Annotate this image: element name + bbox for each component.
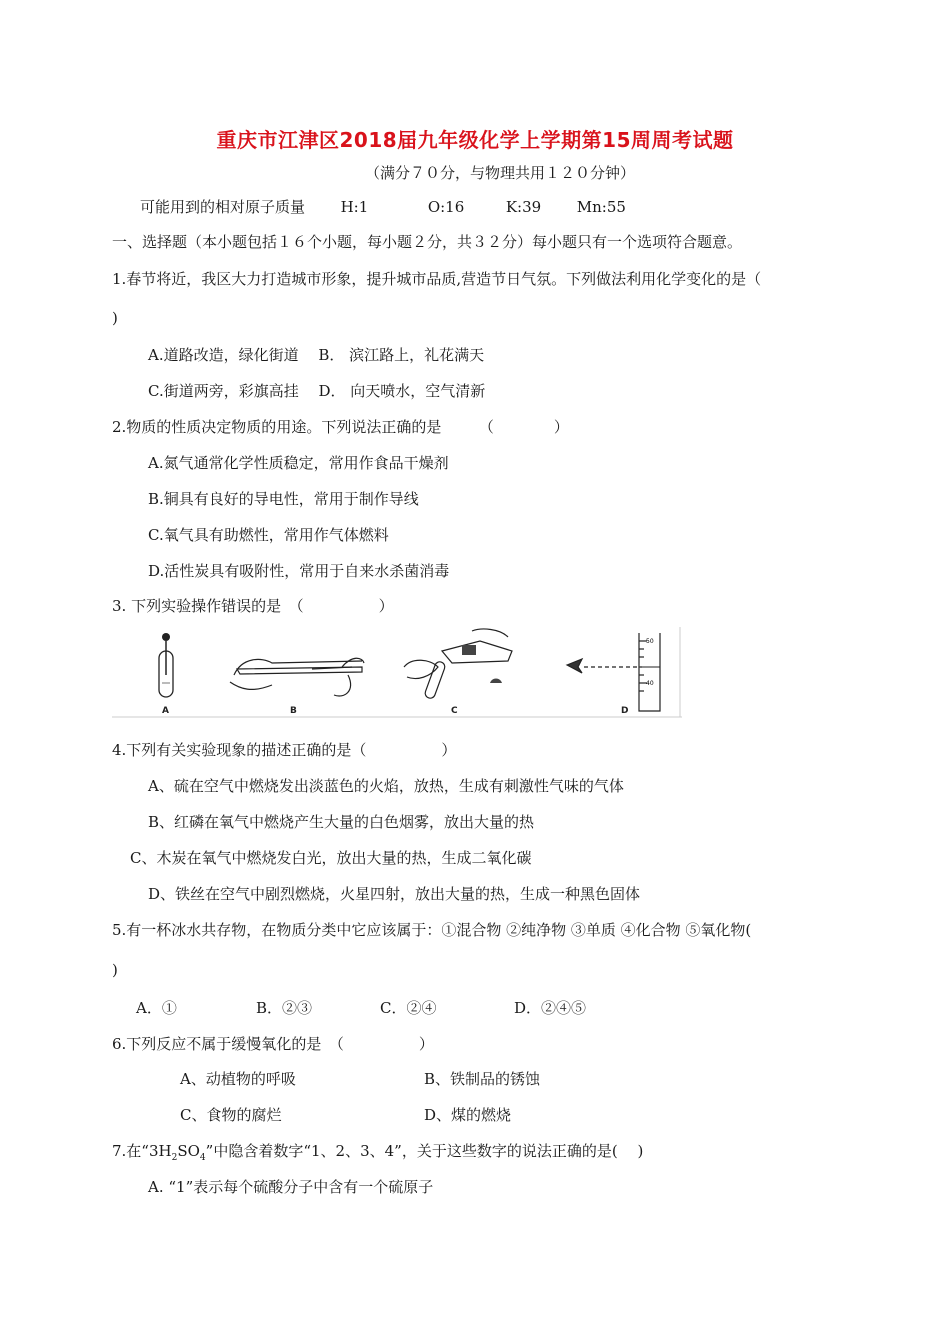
atomic-mass-o: O:16 xyxy=(427,198,465,216)
q4-stem: 4.下列有关实验现象的描述正确的是（ ） xyxy=(112,741,457,759)
section-heading: 一、选择题（本小题包括１６个小题，每小题２分，共３２分）每小题只有一个选项符合题意。 xyxy=(112,233,743,251)
q1-stem-cont: ) xyxy=(112,309,118,327)
q5-option-b: B．②③ xyxy=(256,999,313,1017)
page-subtitle: （满分７０分，与物理共用１２０分钟） xyxy=(364,164,635,182)
lab-operations-illustration xyxy=(112,627,682,719)
q3-figure xyxy=(112,627,682,719)
q7-stem-pre: 7.在“3H xyxy=(112,1142,172,1160)
q1-stem: 1.春节将近，我区大力打造城市形象，提升城市品质,营造节日气氛。下列做法利用化学变化的是（ xyxy=(112,270,762,288)
q4-option-a: A、硫在空气中燃烧发出淡蓝色的火焰，放热，生成有刺激性气味的气体 xyxy=(148,777,624,795)
illustration-b-hands-tube xyxy=(230,658,364,696)
atomic-mass-line xyxy=(140,197,626,217)
q5-option-d: D．②④⑤ xyxy=(514,999,587,1017)
q7-subscript-2: 2 xyxy=(171,1153,178,1163)
q7-stem-so: SO xyxy=(177,1142,200,1160)
q2-option-c: C.氧气具有助燃性，常用作气体燃料 xyxy=(148,526,389,544)
cylinder-scale-50: 50 xyxy=(646,638,654,645)
q3-stem: 3. 下列实验操作错误的是 （ ） xyxy=(112,597,394,615)
q4-option-c: C、木炭在氧气中燃烧发白光，放出大量的热，生成二氧化碳 xyxy=(130,849,532,867)
figure-label-b: B xyxy=(290,706,297,716)
atomic-mass-label: 可能用到的相对原子质量 xyxy=(140,198,306,216)
q6-option-a: A、动植物的呼吸 xyxy=(180,1070,296,1088)
q1-options-row1: A.道路改造，绿化街道 B． 滨江路上，礼花满天 xyxy=(148,346,485,364)
page-title: 重庆市江津区2018届九年级化学上学期第15周周考试题 xyxy=(216,128,734,152)
q6-stem: 6.下列反应不属于缓慢氧化的是 （ ） xyxy=(112,1035,434,1053)
q6-option-d: D、煤的燃烧 xyxy=(424,1106,512,1124)
q5-stem-cont: ) xyxy=(112,961,118,979)
figure-label-d: D xyxy=(621,706,629,716)
illustration-a-dropper xyxy=(159,633,173,697)
q7-subscript-4: 4 xyxy=(199,1153,206,1163)
q2-option-a: A.氮气通常化学性质稳定，常用作食品干燥剂 xyxy=(148,454,449,472)
q7-stem-post: ”中隐含着数字“1、2、3、4”，关于这些数字的说法正确的是( ) xyxy=(205,1142,644,1160)
q2-stem: 2.物质的性质决定物质的用途。下列说法正确的是 （ ） xyxy=(112,418,569,436)
q7-stem xyxy=(112,1141,643,1168)
cylinder-scale-40: 40 xyxy=(646,680,654,687)
illustration-c-pouring xyxy=(404,629,512,700)
atomic-mass-k: K:39 xyxy=(505,198,542,216)
q2-option-b: B.铜具有良好的导电性，常用于制作导线 xyxy=(148,490,419,508)
q1-options-row2: C.街道两旁，彩旗高挂 D． 向天喷水，空气清新 xyxy=(148,382,486,400)
atomic-mass-h: H:1 xyxy=(340,198,369,216)
q5-option-a: A．① xyxy=(136,999,177,1017)
q5-option-c: C．②④ xyxy=(380,999,437,1017)
figure-label-a: A xyxy=(162,706,169,716)
q6-option-c: C、食物的腐烂 xyxy=(180,1106,282,1124)
q4-option-d: D、铁丝在空气中剧烈燃烧，火星四射，放出大量的热，生成一种黑色固体 xyxy=(148,885,641,903)
q4-option-b: B、红磷在氧气中燃烧产生大量的白色烟雾，放出大量的热 xyxy=(148,813,535,831)
atomic-mass-mn: Mn:55 xyxy=(576,198,626,216)
q5-stem: 5.有一杯冰水共存物，在物质分类中它应该属于：①混合物 ②纯净物 ③单质 ④化合物 ⑤氧化物( xyxy=(112,921,752,939)
q2-option-d: D.活性炭具有吸附性，常用于自来水杀菌消毒 xyxy=(148,562,450,580)
q7-option-a: A. “1”表示每个硫酸分子中含有一个硫原子 xyxy=(148,1178,434,1196)
q6-option-b: B、铁制品的锈蚀 xyxy=(424,1070,541,1088)
figure-label-c: C xyxy=(451,706,458,716)
